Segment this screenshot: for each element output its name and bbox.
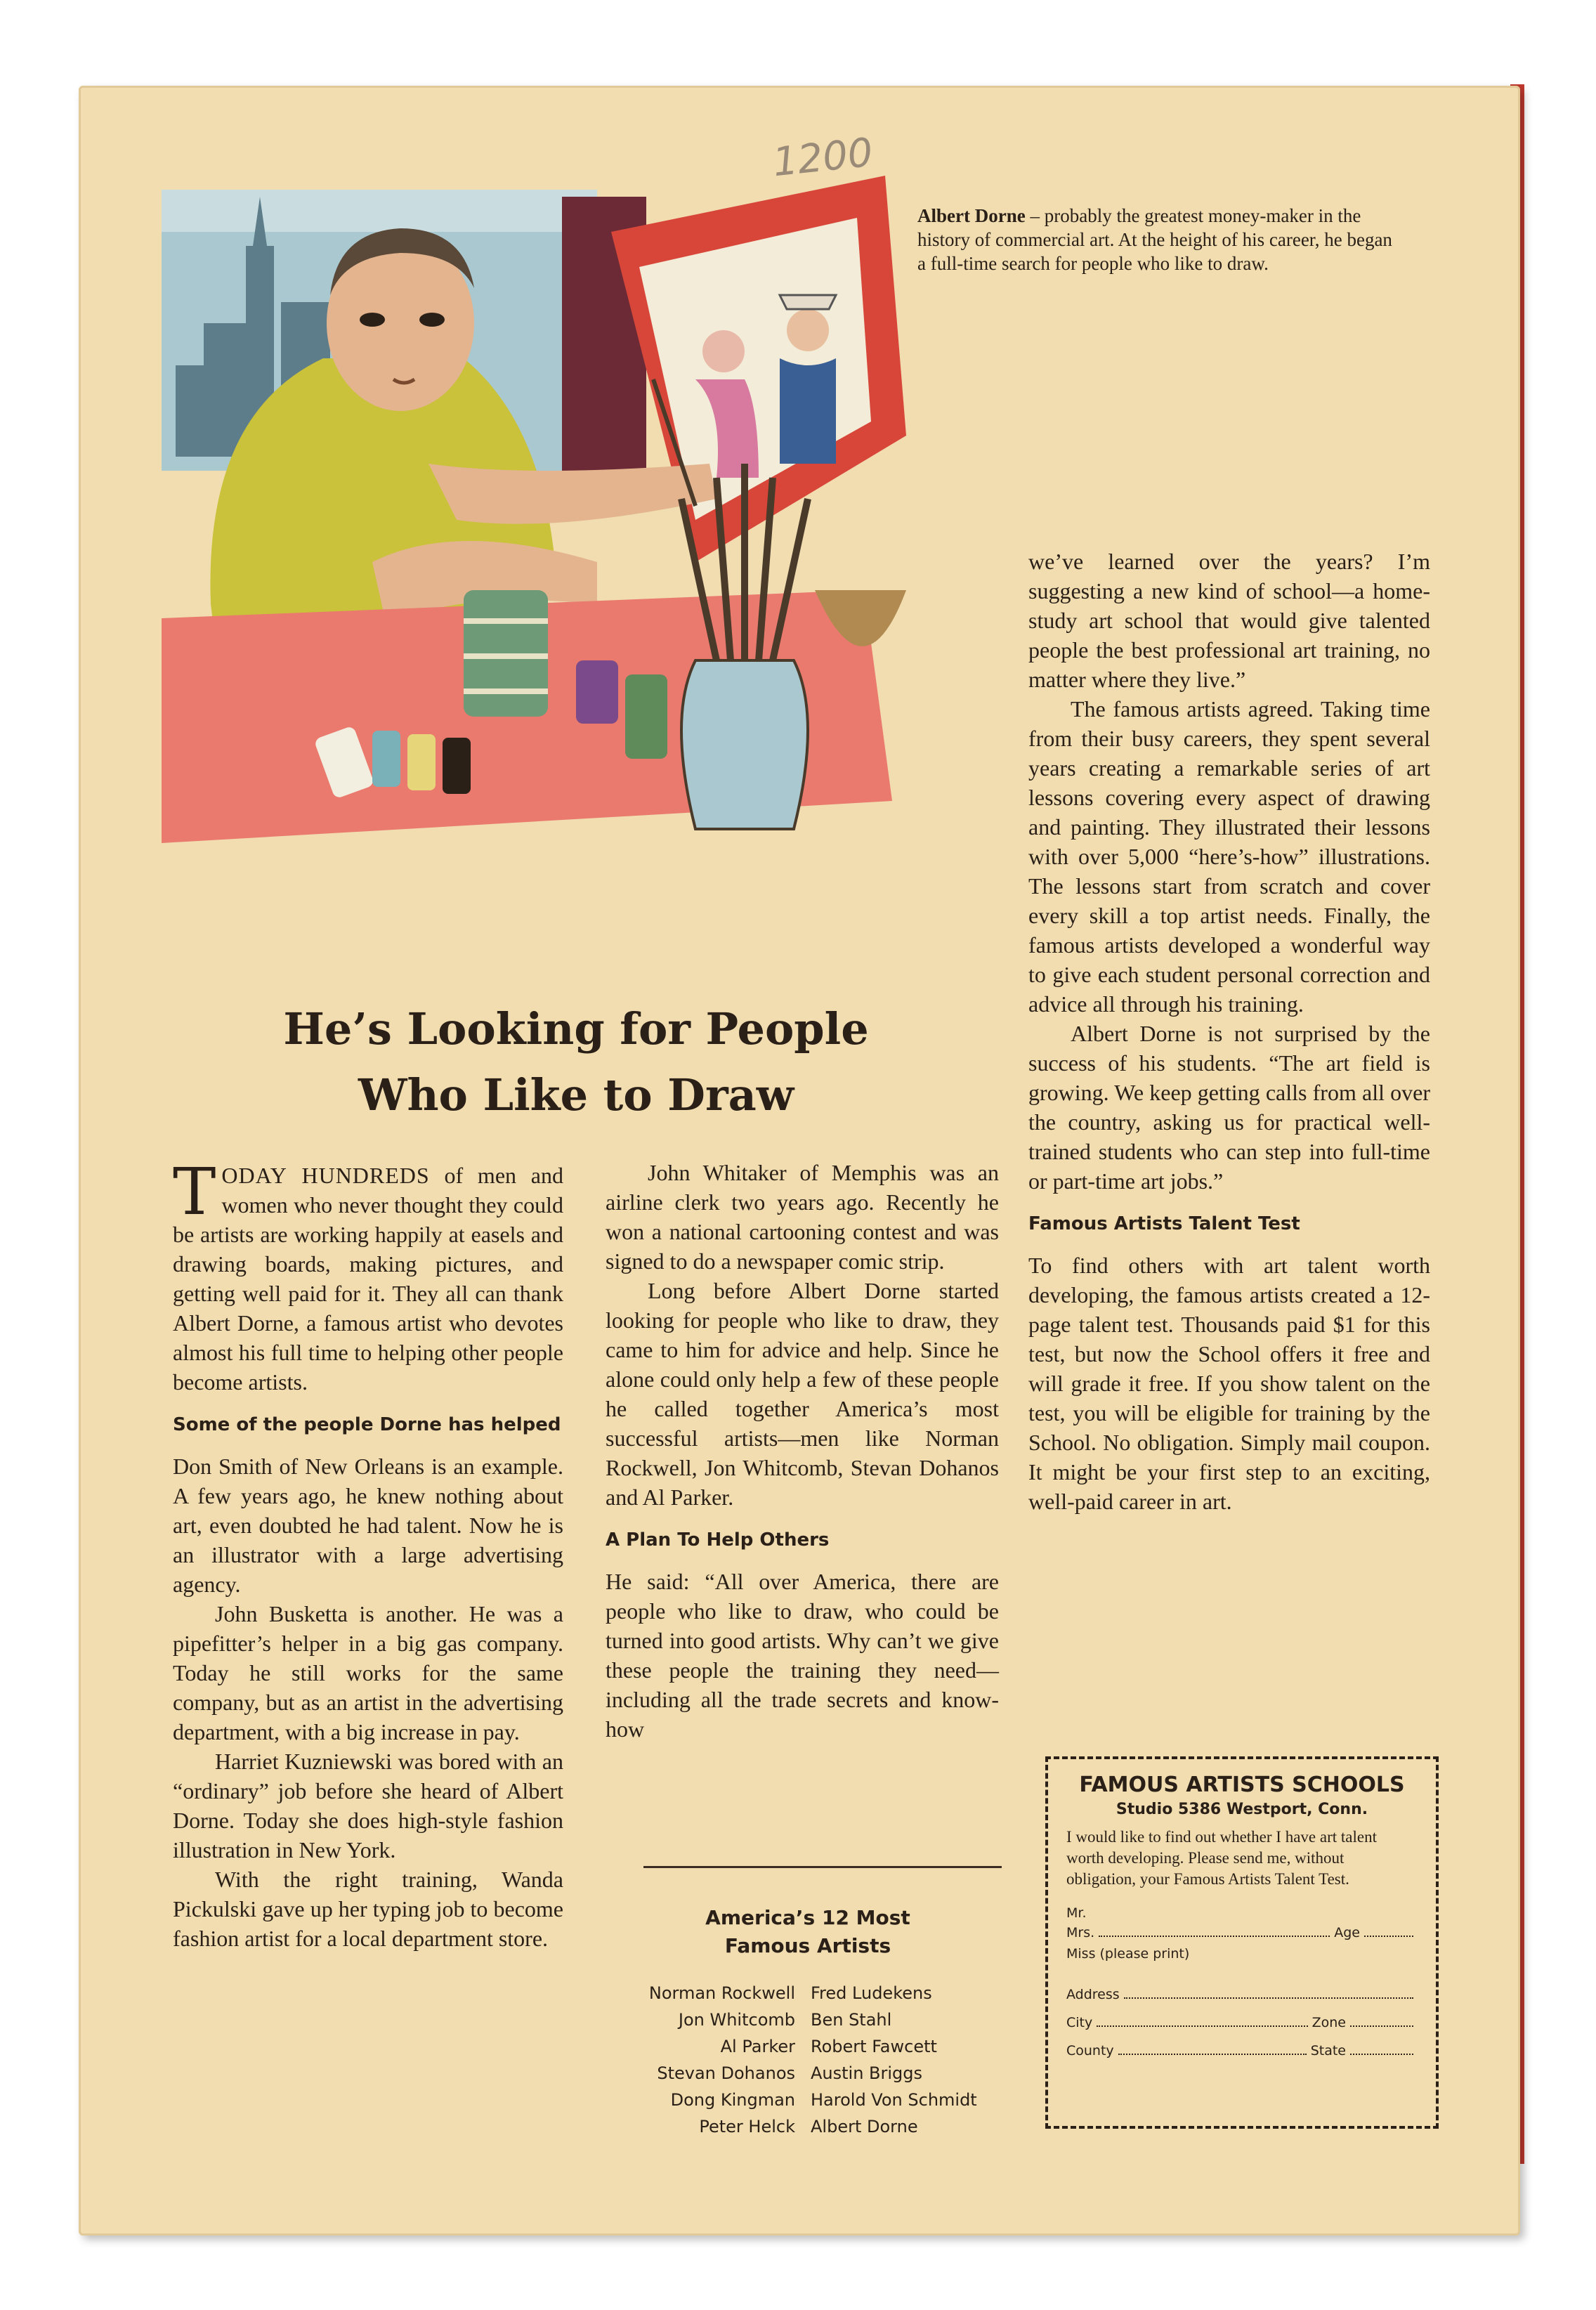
coupon-zone-label: Zone bbox=[1312, 2015, 1346, 2030]
col1-paragraph-5: With the right training, Wanda Pickulski gave up her typing job to become fashion artist for a local department store. bbox=[173, 1867, 563, 1951]
artists-list bbox=[606, 1980, 1027, 2140]
mail-coupon[interactable] bbox=[1045, 1756, 1439, 2129]
artist-name: Dong Kingman bbox=[670, 2090, 795, 2110]
artist-name: Fred Ludekens bbox=[811, 1983, 932, 2003]
artist-row bbox=[606, 2006, 1027, 2033]
artist-name: Al Parker bbox=[720, 2037, 795, 2056]
col2-paragraph-2: Long before Albert Dorne started looking for people who like to draw, they came to him for advice and help. Since he alone could only help a few of these people he called together America’s most successful artists—men like Norman Rockwell, Jon Whitcomb, Stevan Dohanos and Al Parker. bbox=[606, 1278, 999, 1510]
coupon-state-label: State bbox=[1310, 2043, 1346, 2058]
col3-subhead: Famous Artists Talent Test bbox=[1028, 1213, 1300, 1234]
coupon-county-field[interactable] bbox=[1066, 2043, 1418, 2058]
col2-paragraph-1: John Whitaker of Memphis was an airline clerk two years ago. Recently he won a national cartooning contest and was signed to do a newspaper comic strip. bbox=[606, 1160, 999, 1274]
article-column-2 bbox=[606, 1158, 999, 1744]
coupon-county-label: County bbox=[1066, 2043, 1114, 2058]
col1-paragraph-4: Harriet Kuzniewski was bored with an “ordinary” job before she heard of Albert Dorne. Today she does high-style fashion illustration in New York. bbox=[173, 1749, 563, 1862]
artist-name: Austin Briggs bbox=[811, 2063, 923, 2083]
artist-row bbox=[606, 2113, 1027, 2140]
col3-paragraph-2: Albert Dorne is not surprised by the success of his students. “The art field is growing. We keep getting calls from all over the country, asking us for practical well-trained students who can step into full-time or part-time art jobs.” bbox=[1028, 1021, 1430, 1194]
coupon-miss-label: Miss (please print) bbox=[1066, 1946, 1190, 1962]
artist-illustration bbox=[162, 169, 990, 998]
headline bbox=[232, 996, 920, 1128]
col2-paragraph-3: He said: “All over America, there are people who like to draw, who could be turned into good artists. Why can’t we give these people the training they need—including all the trade secrets and know-how bbox=[606, 1569, 999, 1742]
pencil-price-mark: 1200 bbox=[770, 129, 875, 186]
artist-name: Robert Fawcett bbox=[811, 2037, 937, 2056]
artist-name: Jon Whitcomb bbox=[678, 2010, 795, 2030]
artist-name: Stevan Dohanos bbox=[657, 2063, 795, 2083]
headline-line-2: Who Like to Draw bbox=[358, 1069, 794, 1121]
article-column-3 bbox=[1028, 547, 1430, 1516]
coupon-name-field[interactable] bbox=[1066, 1925, 1418, 1940]
lead-in: ODAY HUNDREDS bbox=[221, 1163, 430, 1188]
col1-paragraph-2: Don Smith of New Orleans is an example. A few years ago, he knew nothing about art, even doubted he had talent. Now he is an illustrator with a large advertising agency. bbox=[173, 1454, 563, 1597]
coupon-age-label: Age bbox=[1334, 1925, 1360, 1940]
artist-row bbox=[606, 1980, 1027, 2006]
col3-paragraph-3: To find others with art talent worth developing, the famous artists created a 12-page talent test. Thousands paid $1 for this test, but now the School offers it free and will grade it free. If you show talent on the test, you will be eligible for training by the School. No obligation. Simply mail coupon. It might be your first step to an exciting, well-paid career in art. bbox=[1028, 1253, 1430, 1514]
article-column-1 bbox=[173, 1154, 563, 1953]
artist-name: Peter Helck bbox=[699, 2117, 795, 2136]
artist-name: Ben Stahl bbox=[811, 2010, 892, 2030]
caption-text: – probably the greatest money-maker in the history of commercial art. At the height of his career, he began a full-time search for people who like to draw. bbox=[917, 205, 1392, 274]
coupon-city-field[interactable] bbox=[1066, 2015, 1418, 2030]
col1-paragraph-1 bbox=[173, 1154, 563, 1397]
coupon-mr-label: Mr. bbox=[1066, 1905, 1087, 1921]
artist-name: Albert Dorne bbox=[811, 2117, 918, 2136]
brush-jar bbox=[681, 660, 808, 829]
coupon-studio: Studio 5386 Westport, Conn. bbox=[1116, 1801, 1368, 1818]
coupon-address-field[interactable] bbox=[1066, 1987, 1418, 2002]
coupon-address-label: Address bbox=[1066, 1987, 1120, 2002]
ink-bottle bbox=[576, 660, 618, 724]
artist-name: Harold Von Schmidt bbox=[811, 2090, 977, 2110]
artists-title-line-2: Famous Artists bbox=[724, 1934, 891, 1957]
coupon-city-label: City bbox=[1066, 2015, 1093, 2030]
headline-line-1: He’s Looking for People bbox=[283, 1003, 869, 1055]
col3-paragraph-1: The famous artists agreed. Taking time from their busy careers, they spent several years creating a remarkable series of art lessons covering every aspect of drawing and painting. They illustrated their lessons with over 5,000 “here’s-how” illustrations. The lessons start from scratch and cover every skill a top artist needs. Finally, the famous artists developed a wonderful way to give each student personal correction and advice all through his training. bbox=[1028, 696, 1430, 1017]
col1-p1-text: of men and women who never thought they could be artists are working happily at easels and drawing boards, making pictures, and getting well paid for it. They all can thank Albert Dorne, a famous artist who devotes almost his full time to helping other people become artists. bbox=[173, 1163, 563, 1395]
artists-list-title bbox=[611, 1904, 1005, 1960]
col2-subhead: A Plan To Help Others bbox=[606, 1529, 830, 1551]
artist-name: Norman Rockwell bbox=[648, 1983, 795, 2003]
artist-row bbox=[606, 2060, 1027, 2087]
artist-row bbox=[606, 2087, 1027, 2113]
divider-rule bbox=[643, 1866, 1002, 1868]
caption-name: Albert Dorne bbox=[917, 205, 1026, 226]
coupon-body: I would like to find out whether I have art talent worth developing. Please send me, without obligation, your Famous Artists Talent Test. bbox=[1066, 1828, 1377, 1888]
artist-row bbox=[606, 2033, 1027, 2060]
coupon-mrs-label: Mrs. bbox=[1066, 1925, 1095, 1940]
right-arm bbox=[429, 464, 717, 524]
col1-paragraph-3: John Busketta is another. He was a pipefitter’s helper in a big gas company. Today he still works for the same company, but as an artist in the advertising department, with a big increase in pay. bbox=[173, 1601, 563, 1744]
illustration-caption bbox=[917, 204, 1395, 275]
col3-paragraph-0: we’ve learned over the years? I’m suggesting a new kind of school—a home-study art school that would give talented people the best professional art training, no matter where they live.” bbox=[1028, 549, 1430, 692]
coupon-title: FAMOUS ARTISTS SCHOOLS bbox=[1079, 1773, 1405, 1797]
artists-title-line-1: America’s 12 Most bbox=[705, 1906, 910, 1929]
drop-cap: T bbox=[173, 1154, 216, 1229]
col1-subhead: Some of the people Dorne has helped bbox=[173, 1414, 561, 1435]
